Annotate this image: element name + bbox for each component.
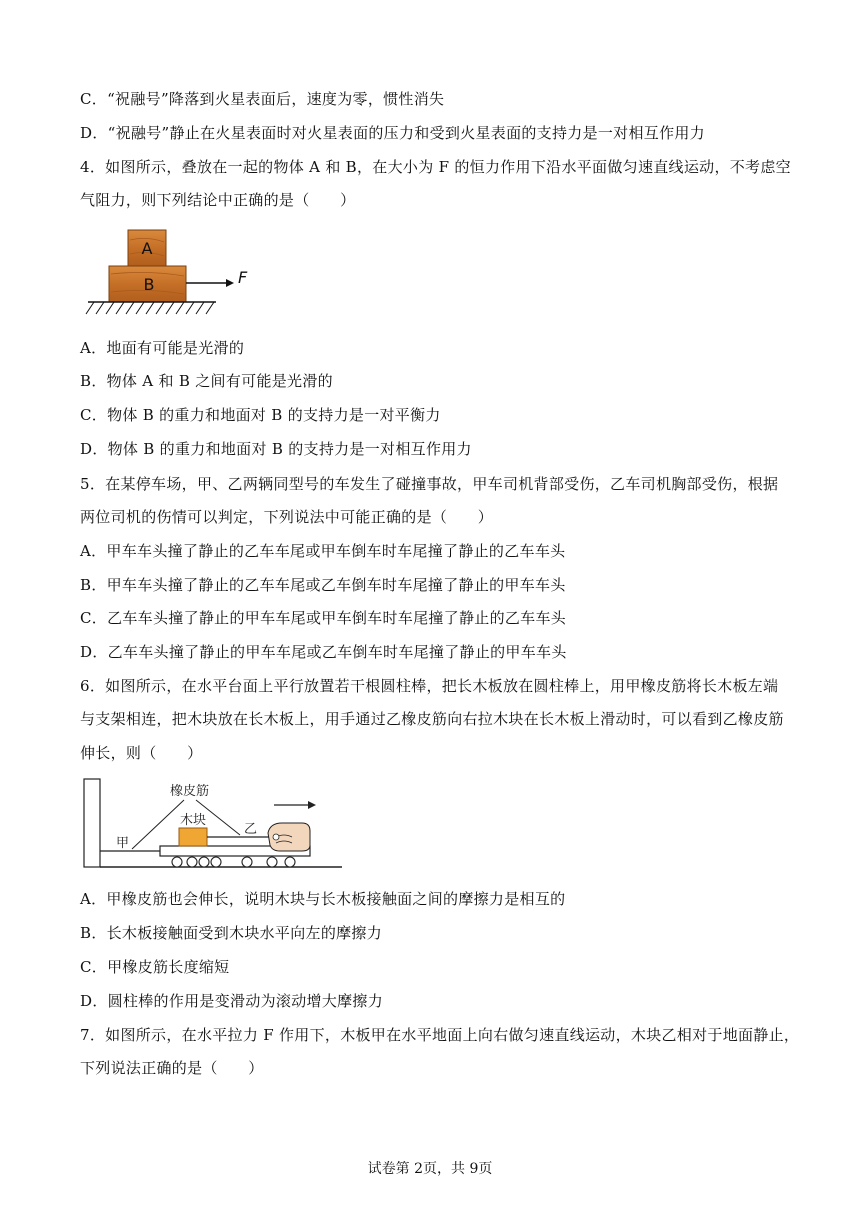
q5-option-a: A．甲车车头撞了静止的乙车车尾或甲车倒车时车尾撞了静止的乙车车头 xyxy=(80,542,566,560)
q3-option-c: C．“祝融号”降落到火星表面后，速度为零，惯性消失 xyxy=(80,90,445,108)
q6-stem-line-1: 6．如图所示，在水平台面上平行放置若干根圆柱棒，把长木板放在圆柱棒上，用甲橡皮筋将长木板左端 xyxy=(80,677,779,695)
q4-option-b: B．物体 A 和 B 之间有可能是光滑的 xyxy=(80,372,333,390)
q4-option-a: A．地面有可能是光滑的 xyxy=(80,339,245,357)
label-jia: 甲 xyxy=(116,836,130,851)
q5-option-d: D．乙车车头撞了静止的甲车车尾或乙车倒车时车尾撞了静止的甲车车头 xyxy=(80,643,567,661)
q6-figure-rubber-band-setup xyxy=(80,775,350,875)
label-rubber-band: 橡皮筋 xyxy=(170,784,210,799)
q5-option-c: C．乙车车头撞了静止的甲车车尾或甲车倒车时车尾撞了静止的乙车车头 xyxy=(80,609,567,627)
force-label: F xyxy=(238,268,248,287)
label-block: 木块 xyxy=(180,813,207,828)
q4-stem-line-2: 气阻力，则下列结论中正确的是（ ） xyxy=(80,191,356,209)
q7-stem-line-2: 下列说法正确的是（ ） xyxy=(80,1059,264,1077)
q6-stem-line-3: 伸长，则（ ） xyxy=(80,744,203,762)
q6-option-c: C．甲橡皮筋长度缩短 xyxy=(80,958,230,976)
block-b-label: B xyxy=(143,275,155,294)
q4-stem-line-1: 4．如图所示，叠放在一起的物体 A 和 B，在大小为 F 的恒力作用下沿水平面做匀速直线运动，不考虑空 xyxy=(80,158,791,176)
q7-stem-line-1: 7．如图所示，在水平拉力 F 作用下，木板甲在水平地面上向右做匀速直线运动，木块乙相对于地面静止， xyxy=(80,1026,800,1044)
support-stand xyxy=(84,779,100,867)
block-a-label: A xyxy=(141,239,153,258)
label-yi: 乙 xyxy=(244,822,258,837)
cylinder-rods xyxy=(172,857,295,867)
q4-option-d: D．物体 B 的重力和地面对 B 的支持力是一对相互作用力 xyxy=(80,440,472,458)
ground-hatching xyxy=(86,302,214,314)
q5-option-b: B．甲车车头撞了静止的乙车车尾或乙车倒车时车尾撞了静止的甲车车头 xyxy=(80,576,566,594)
q5-stem-line-2: 两位司机的伤情可以判定，下列说法中可能正确的是（ ） xyxy=(80,508,494,526)
q6-option-a: A．甲橡皮筋也会伸长，说明木块与长木板接触面之间的摩擦力是相互的 xyxy=(80,890,566,908)
q3-option-d: D．“祝融号”静止在火星表面时对火星表面的压力和受到火星表面的支持力是一对相互作用力 xyxy=(80,124,705,142)
page-footer: 试卷第 2页，共 9页 xyxy=(367,1161,493,1177)
hand-icon xyxy=(268,823,310,851)
q6-option-b: B．长木板接触面受到木块水平向左的摩擦力 xyxy=(80,924,383,942)
q5-stem-line-1: 5．在某停车场，甲、乙两辆同型号的车发生了碰撞事故，甲车司机背部受伤，乙车司机胸部受伤，根据 xyxy=(80,475,779,493)
wood-block xyxy=(179,828,207,846)
q6-option-d: D．圆柱棒的作用是变滑动为滚动增大摩擦力 xyxy=(80,992,384,1010)
q4-figure-stacked-blocks xyxy=(80,226,280,322)
q6-stem-line-2: 与支架相连，把木块放在长木板上，用手通过乙橡皮筋向右拉木块在长木板上滑动时，可以看到乙橡皮筋 xyxy=(80,710,784,728)
q4-option-c: C．物体 B 的重力和地面对 B 的支持力是一对平衡力 xyxy=(80,406,441,424)
